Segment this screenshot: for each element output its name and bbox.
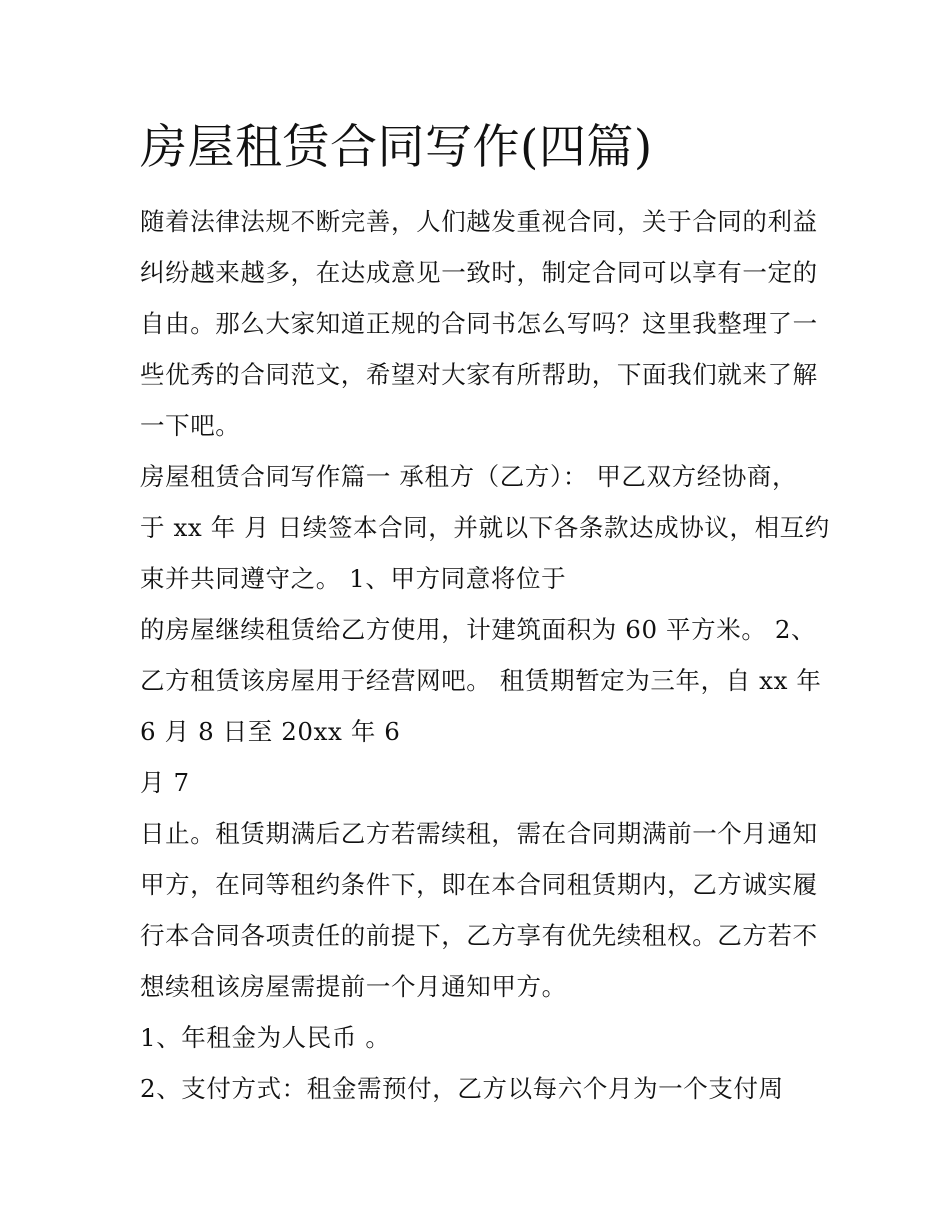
body-line: 2、支付方式：租金需预付，乙方以每六个月为一个支付周: [140, 1074, 784, 1103]
body-line: 束并共同遵守之。 1、甲方同意将位于: [140, 564, 567, 593]
body-line: 6 月 8 日至 20xx 年 6: [140, 717, 401, 746]
document-title: 房屋租赁合同写作(四篇): [140, 120, 653, 175]
body-line: 行本合同各项责任的前提下，乙方享有优先续租权。乙方若不: [140, 921, 818, 950]
body-line: 纠纷越来越多，在达成意见一致时，制定合同可以享有一定的: [140, 258, 818, 287]
body-line: 自由。那么大家知道正规的合同书怎么写吗？这里我整理了一: [140, 309, 818, 338]
body-line: 乙方租赁该房屋用于经营网吧。 租赁期暂定为三年，自 xx 年: [140, 666, 822, 695]
body-line: 些优秀的合同范文，希望对大家有所帮助，下面我们就来了解: [140, 360, 818, 389]
body-line: 月 7: [140, 768, 190, 797]
body-line: 1、年租金为人民币 。: [140, 1023, 391, 1052]
body-line: 的房屋继续租赁给乙方使用，计建筑面积为 60 平方米。 2、: [140, 615, 817, 644]
body-line: 于 xx 年 月 日续签本合同，并就以下各条款达成协议，相互约: [140, 513, 830, 542]
body-line: 甲方，在同等租约条件下，即在本合同租赁期内，乙方诚实履: [140, 870, 818, 899]
body-line: 随着法律法规不断完善，人们越发重视合同，关于合同的利益: [140, 207, 818, 236]
body-line: 一下吧。: [140, 411, 241, 440]
body-line: 想续租该房屋需提前一个月通知甲方。: [140, 972, 567, 1001]
body-line: 房屋租赁合同写作篇一 承租方（乙方）： 甲乙双方经协商，: [140, 462, 798, 491]
body-line: 日止。租赁期满后乙方若需续租，需在合同期满前一个月通知: [140, 819, 818, 848]
